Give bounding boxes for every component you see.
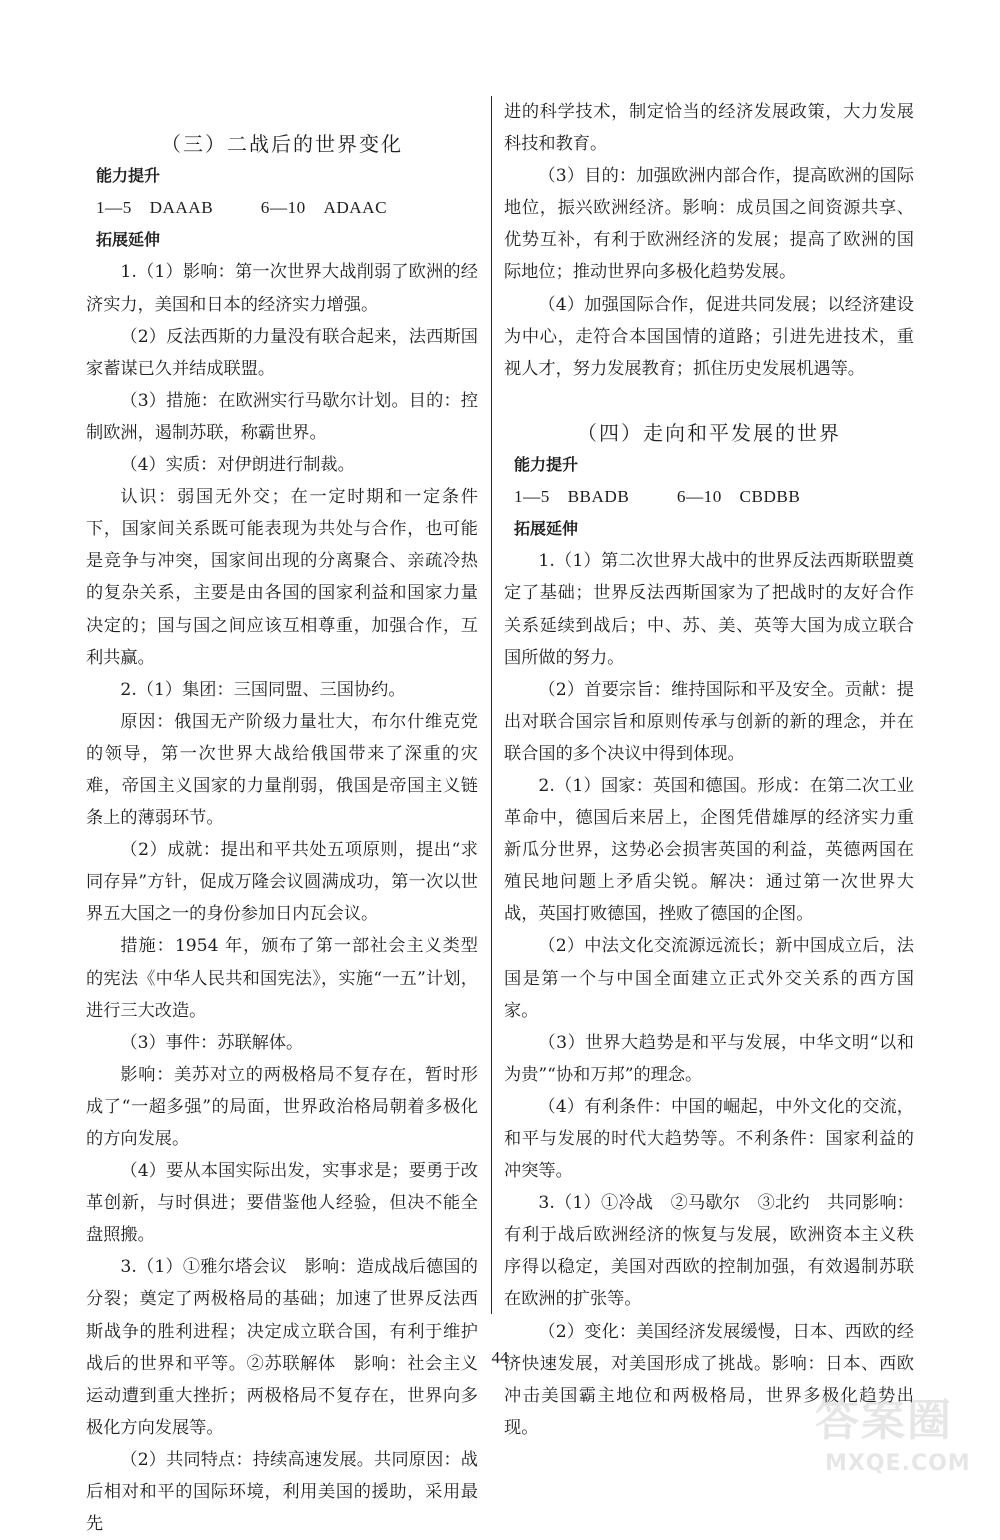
- answer-paragraph: 3.（1）①冷战 ②马歇尔 ③北约 共同影响：有利于战后欧洲经济的恢复与发展，欧洲资本主义秩序得以稳定，美国对西欧的控制加强，有效遏制苏联在欧洲的扩张等。: [504, 1193, 914, 1310]
- answer-paragraph: （4）加强国际合作，促进共同发展；以经济建设为中心，走符合本国国情的道路；引进先进技术，重视人才，努力发展教育；抓住历史发展机遇等。: [504, 294, 914, 379]
- answer-paragraph: 2.（1）集团：三国同盟、三国协约。: [120, 679, 406, 700]
- answer-paragraph: （3）事件：苏联解体。: [120, 1032, 304, 1053]
- extension-heading: 拓展延伸: [514, 519, 579, 539]
- left-column: [86, 96, 478, 1540]
- answer-paragraph: （2）共同特点：持续高速发展。共同原因：战后相对和平的国际环境，利用美国的援助，采用最先: [86, 1449, 478, 1535]
- answer-paragraph: （4）要从本国实际出发，实事求是；要勇于改革创新，与时俱进；要借鉴他人经验，但决不能全盘照搬。: [86, 1161, 478, 1246]
- right-column: [504, 96, 914, 1444]
- answer-paragraph: （3）目的：加强欧洲内部合作，提高欧洲的国际地位，振兴欧洲经济。影响：成员国之间资源共享、优势互补，有利于欧洲经济的发展；提高了欧洲的国际地位；推动世界向多极化趋势发展。: [504, 166, 914, 283]
- answer-paragraph: 原因：俄国无产阶级力量壮大，布尔什维克党的领导，第一次世界大战给俄国带来了深重的灾难，帝国主义国家的力量削弱，俄国是帝国主义链条上的薄弱环节。: [86, 711, 478, 829]
- column-divider: [491, 96, 492, 1314]
- answer-paragraph: 3.（1）①雅尔塔会议 影响：造成战后德国的分裂；奠定了两极格局的基础；加速了世界反法西斯战争的胜利进程；决定成立联合国，有利于维护战后的世界和平等。②苏联解体 影响：社会主义运动遭到重大挫折；两极格局不复存在，世界向多极化方向发展等。: [86, 1257, 478, 1438]
- answer-paragraph: （2）中法文化交流源远流长；新中国成立后，法国是第一个与中国全面建立正式外交关系的西方国家。: [504, 936, 914, 1021]
- answer-paragraph: 2.（1）国家：英国和德国。形成：在第二次工业革命中，德国后来居上，企图凭借雄厚的经济实力重新瓜分世界，这势必会损害英国的利益，英德两国在殖民地问题上矛盾尖锐。解决：通过第一次世界大战，英国打败德国，挫败了德国的企图。: [504, 775, 914, 925]
- answer-paragraph: 1.（1）影响：第一次世界大战削弱了欧洲的经济实力，美国和日本的经济实力增强。: [86, 262, 478, 315]
- answer-paragraph: 影响：美苏对立的两极格局不复存在，暂时形成了“一超多强”的局面，世界政治格局朝着多极化的方向发展。: [86, 1064, 478, 1149]
- ability-answers: [504, 481, 914, 513]
- watermark-url: MXQE.COM: [825, 1451, 971, 1476]
- answers-6-10: 6—10 ADAAC: [260, 198, 388, 218]
- extension-heading: 拓展延伸: [96, 230, 161, 250]
- answer-paragraph: （2）成就：提出和平共处五项原则，提出“求同存异”方针，促成万隆会议圆满成功，第一次以世界五大国之一的身份参加日内瓦会议。: [86, 840, 478, 925]
- page-number: 44: [491, 1348, 509, 1367]
- answer-paragraph: （2）首要宗旨：维持国际和平及安全。贡献：提出对联合国宗旨和原则传承与创新的新的理念，并在联合国的多个决议中得到体现。: [504, 679, 914, 764]
- answer-paragraph: （3）世界大趋势是和平与发展，中华文明“以和为贵”“协和万邦”的理念。: [504, 1032, 914, 1085]
- ability-answers: [86, 192, 478, 224]
- answer-paragraph: （3）措施：在欧洲实行马歇尔计划。目的：控制欧洲，遏制苏联，称霸世界。: [86, 390, 478, 443]
- answer-paragraph: 1.（1）第二次世界大战中的世界反法西斯联盟奠定了基础；世界反法西斯国家为了把战时的友好合作关系延续到战后；中、苏、美、英等大国为成立联合国所做的努力。: [504, 551, 914, 668]
- answer-paragraph: （2）变化：美国经济发展缓慢，日本、西欧的经济快速发展，对美国形成了挑战。影响：日本、西欧冲击美国霸主地位和两极格局，世界多极化趋势出现。: [504, 1321, 914, 1438]
- watermark-logo: [815, 1395, 995, 1490]
- section-title-3: （三）二战后的世界变化: [161, 132, 403, 157]
- answer-paragraph: （4）有利条件：中国的崛起，中外文化的交流，和平与发展的时代大趋势等。不利条件：国家利益的冲突等。: [504, 1096, 914, 1182]
- ability-heading: 能力提升: [96, 166, 161, 186]
- answers-1-5: 1—5 DAAAB: [96, 198, 214, 218]
- answer-paragraph: 认识：弱国无外交；在一定时期和一定条件下，国家间关系既可能表现为共处与合作，也可能是竞争与冲突，国家间出现的分离聚合、亲疏冷热的复杂关系，主要是由各国的国家利益和国家力量决定的；国与国之间应该互相尊重，加强合作，互利共赢。: [86, 487, 478, 668]
- answer-paragraph: （2）反法西斯的力量没有联合起来，法西斯国家蓄谋已久并结成联盟。: [86, 326, 478, 379]
- section-title-4: （四）走向和平发展的世界: [577, 420, 841, 445]
- answer-paragraph: （4）实质：对伊朗进行制裁。: [120, 455, 355, 476]
- answer-paragraph: 措施：1954 年，颁布了第一部社会主义类型的宪法《中华人民共和国宪法》，实施“一五”计划，进行三大改造。: [86, 936, 478, 1021]
- answers-6-10: 6—10 CBDBB: [676, 487, 801, 507]
- ability-heading: 能力提升: [514, 455, 579, 475]
- answer-paragraph-continued: 进的科学技术，制定恰当的经济发展政策，大力发展科技和教育。: [504, 102, 914, 155]
- watermark-logo-text: 答案圈: [815, 1395, 953, 1446]
- answers-1-5: 1—5 BBADB: [514, 487, 630, 507]
